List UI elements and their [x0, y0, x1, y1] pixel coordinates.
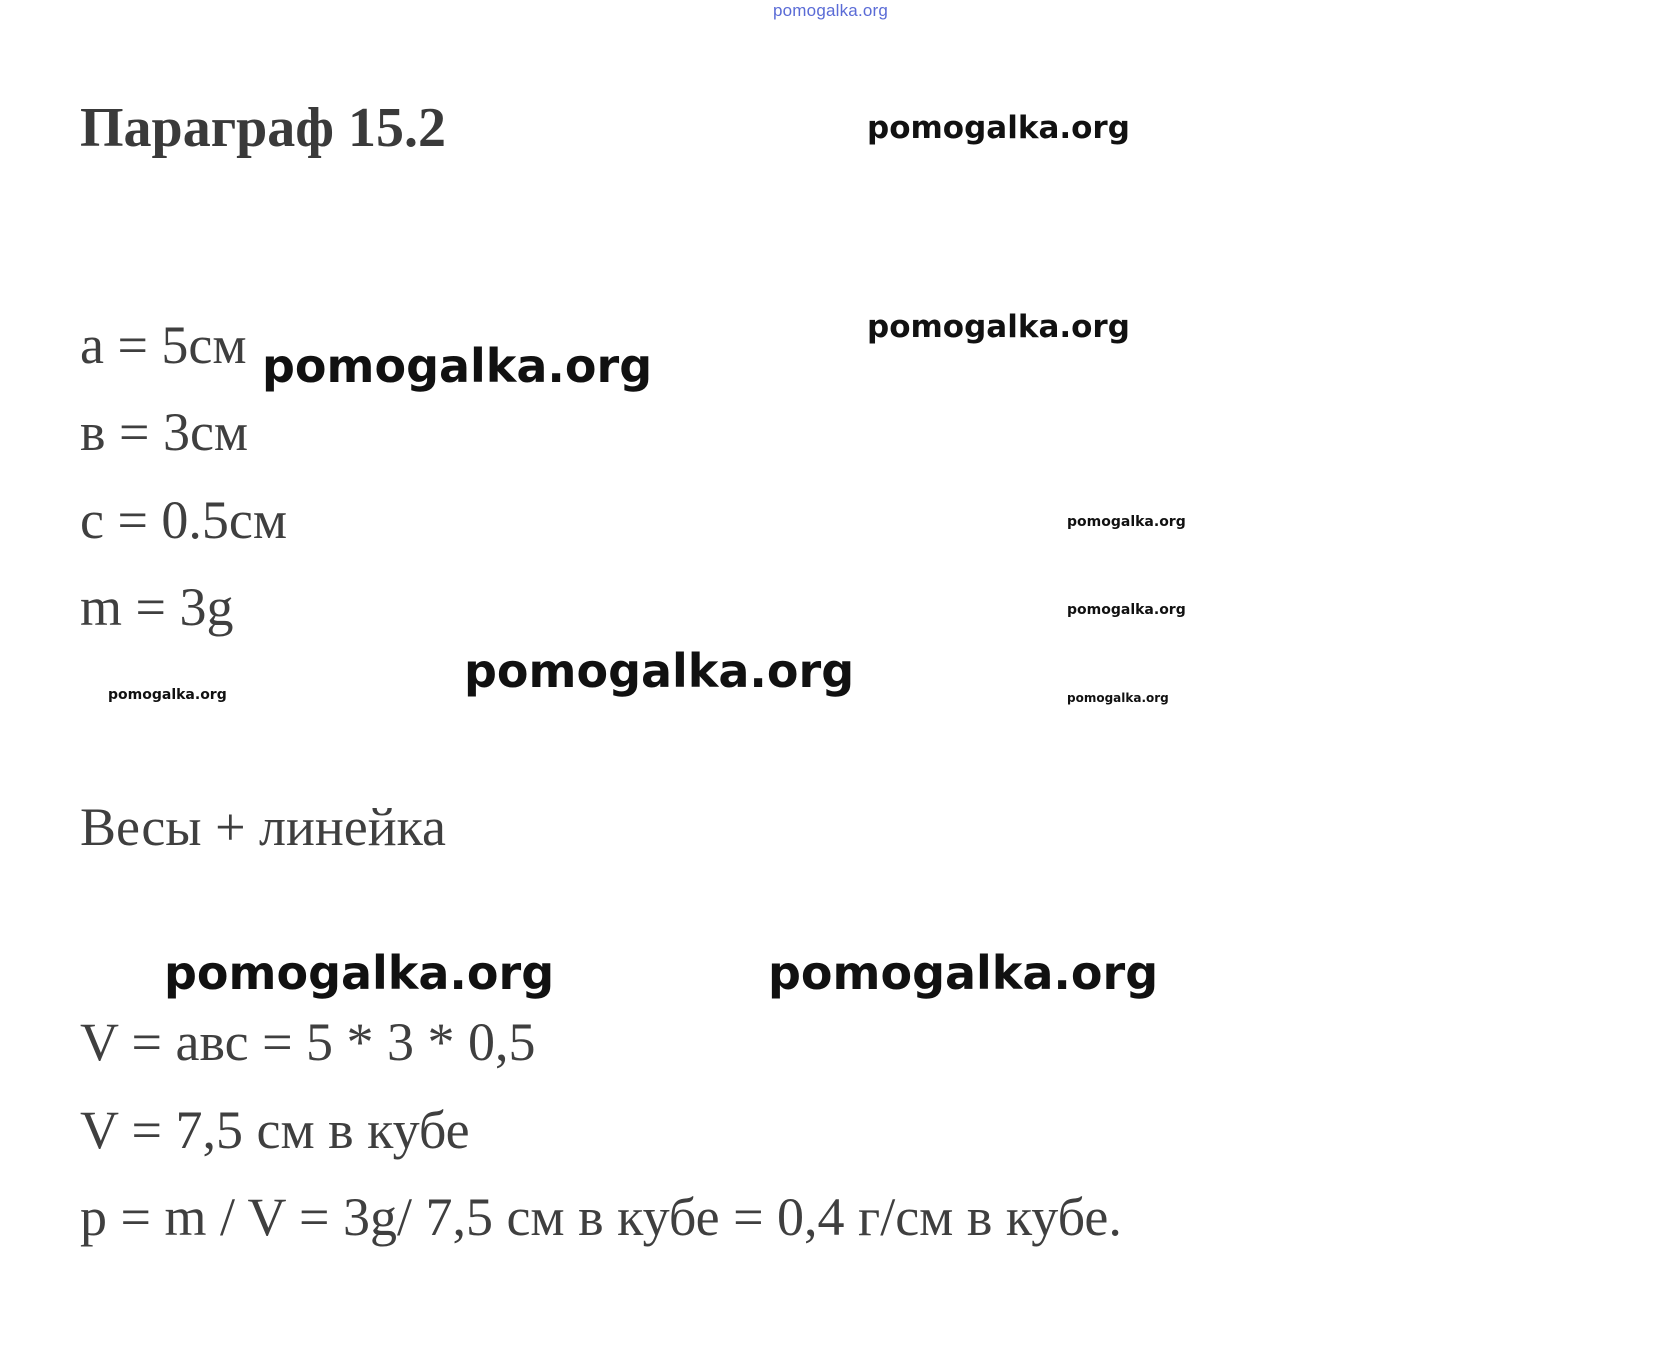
watermark-small-left: pomogalka.org	[108, 687, 227, 703]
watermark-middle-large: pomogalka.org	[464, 644, 855, 698]
tools-line: Весы + линейка	[80, 797, 447, 857]
density-line: p = m / V = 3g/ 7,5 см в кубе = 0,4 г/см в кубе.	[80, 1187, 1122, 1247]
watermark-near-title: pomogalka.org	[867, 110, 1130, 146]
watermark-small-right-2: pomogalka.org	[1067, 602, 1186, 618]
watermark-after-a: pomogalka.org	[262, 339, 653, 393]
watermark-small-right-3: pomogalka.org	[1067, 691, 1169, 705]
given-m: m = 3g	[80, 577, 234, 637]
given-b: в = 3см	[80, 402, 249, 462]
watermark-before-v-left: pomogalka.org	[164, 946, 555, 1000]
given-c: c = 0.5см	[80, 490, 288, 550]
watermark-small-right-1: pomogalka.org	[1067, 514, 1186, 530]
header-watermark[interactable]: pomogalka.org	[773, 1, 889, 20]
watermark-right-of-a: pomogalka.org	[867, 309, 1130, 345]
page-title: Параграф 15.2	[80, 97, 447, 159]
given-a: a = 5см	[80, 315, 247, 375]
volume-result: V = 7,5 см в кубе	[80, 1100, 470, 1160]
watermark-before-v-right: pomogalka.org	[768, 946, 1159, 1000]
volume-formula: V = авс = 5 * 3 * 0,5	[80, 1012, 536, 1072]
